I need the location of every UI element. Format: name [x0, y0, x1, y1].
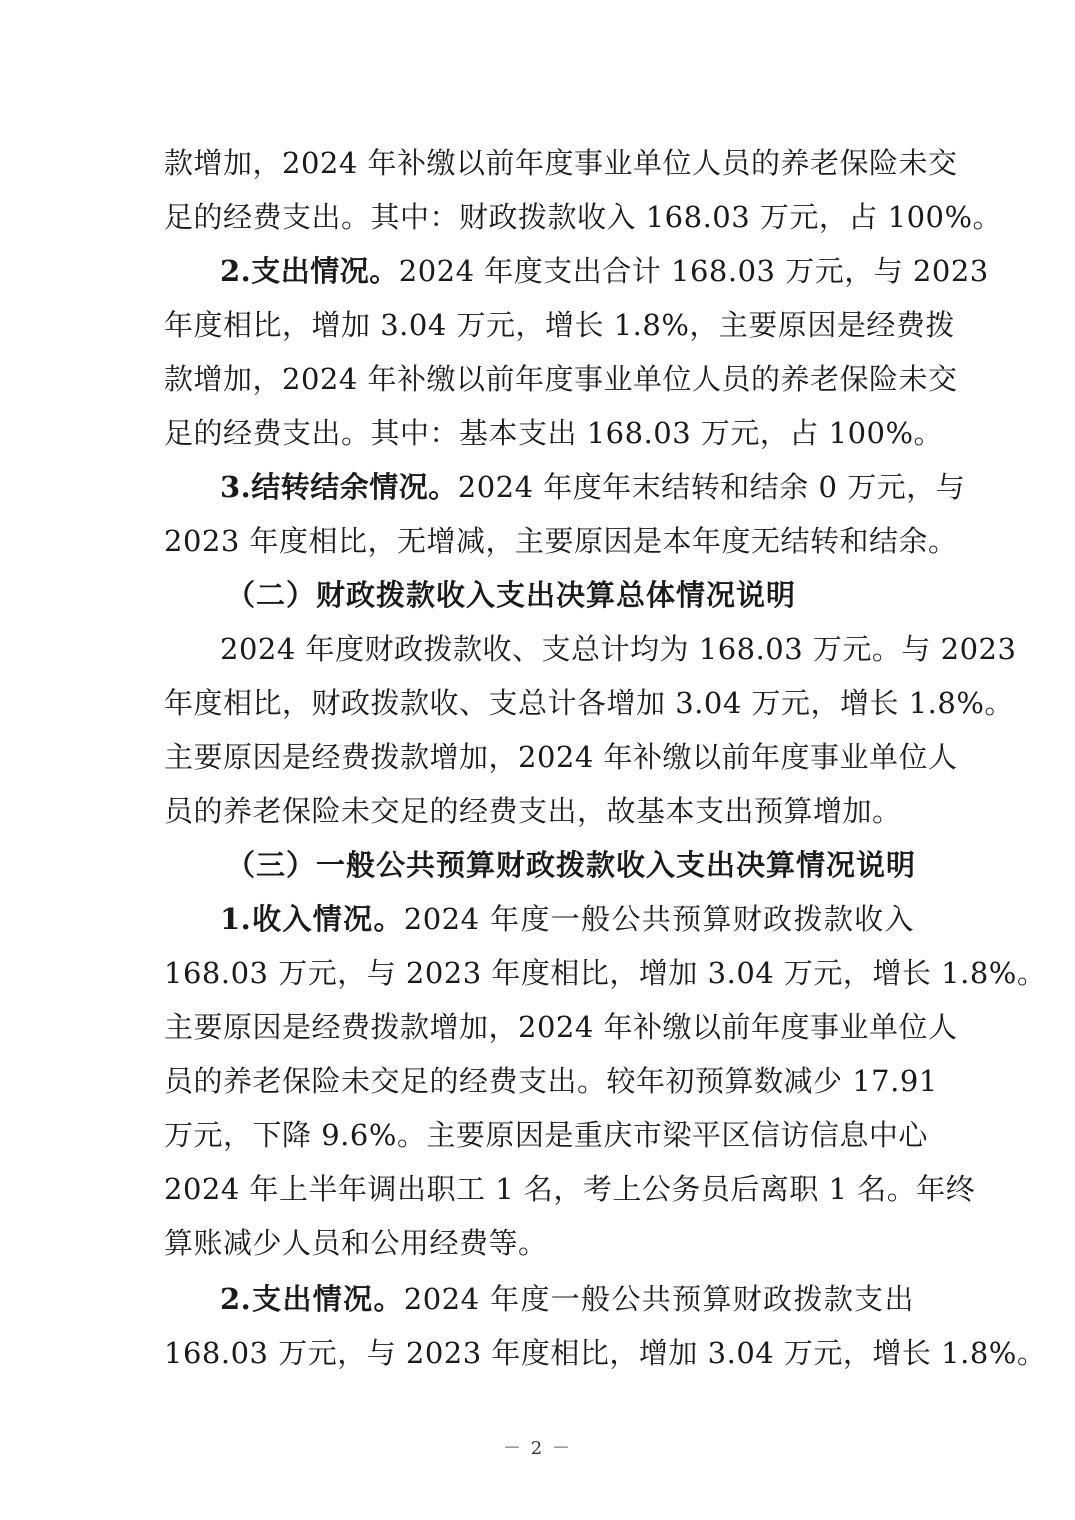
page-number: － 2 －: [503, 1438, 572, 1459]
paragraph-line: 款增加，2024 年补缴以前年度事业单位人员的养老保险未交: [164, 362, 958, 396]
section-label: 3.结转结余情况。: [220, 470, 458, 504]
paragraph-line: 款增加，2024 年补缴以前年度事业单位人员的养老保险未交: [164, 146, 958, 180]
paragraph-line: 2.支出情况。2024 年度一般公共预算财政拨款支出: [220, 1282, 914, 1316]
section-label: 2.支出情况。: [220, 254, 399, 288]
paragraph-line: 年度相比，增加 3.04 万元，增长 1.8%，主要原因是经费拨: [164, 308, 955, 342]
paragraph-line: 168.03 万元，与 2023 年度相比，增加 3.04 万元，增长 1.8%。: [164, 1336, 1047, 1370]
paragraph-line: 员的养老保险未交足的经费支出，故基本支出预算增加。: [164, 794, 902, 828]
section-label: 1.收入情况。: [220, 902, 404, 936]
section-heading: （二）财政拨款收入支出决算总体情况说明: [226, 578, 797, 612]
section-heading: （三）一般公共预算财政拨款收入支出决算情况说明: [226, 848, 917, 882]
paragraph-line: 足的经费支出。其中：财政拨款收入 168.03 万元，占 100%。: [164, 200, 1003, 234]
paragraph-line: 主要原因是经费拨款增加，2024 年补缴以前年度事业单位人: [164, 1010, 958, 1044]
paragraph-line: 2.支出情况。2024 年度支出合计 168.03 万元，与 2023: [220, 254, 989, 288]
paragraph-line: 足的经费支出。其中：基本支出 168.03 万元，占 100%。: [164, 416, 944, 450]
section-label: 2.支出情况。: [220, 1282, 404, 1316]
paragraph-line: 168.03 万元，与 2023 年度相比，增加 3.04 万元，增长 1.8%。: [164, 956, 1047, 990]
paragraph-line: 3.结转结余情况。2024 年度年末结转和结余 0 万元，与: [220, 470, 966, 504]
paragraph-line: 员的养老保险未交足的经费支出。较年初预算数减少 17.91: [164, 1064, 938, 1098]
paragraph-line: 年度相比，财政拨款收、支总计各增加 3.04 万元，增长 1.8%。: [164, 686, 1014, 720]
paragraph-line: 2023 年度相比，无增减，主要原因是本年度无结转和结余。: [164, 524, 958, 558]
paragraph-line: 万元，下降 9.6%。主要原因是重庆市梁平区信访信息中心: [164, 1118, 928, 1152]
paragraph-line: 算账减少人员和公用经费等。: [164, 1226, 548, 1260]
paragraph-line: 2024 年度财政拨款收、支总计均为 168.03 万元。与 2023: [220, 632, 1017, 666]
paragraph-line: 主要原因是经费拨款增加，2024 年补缴以前年度事业单位人: [164, 740, 958, 774]
paragraph-line: 1.收入情况。2024 年度一般公共预算财政拨款收入: [220, 902, 914, 936]
paragraph-line: 2024 年上半年调出职工 1 名，考上公务员后离职 1 名。年终: [164, 1172, 976, 1206]
